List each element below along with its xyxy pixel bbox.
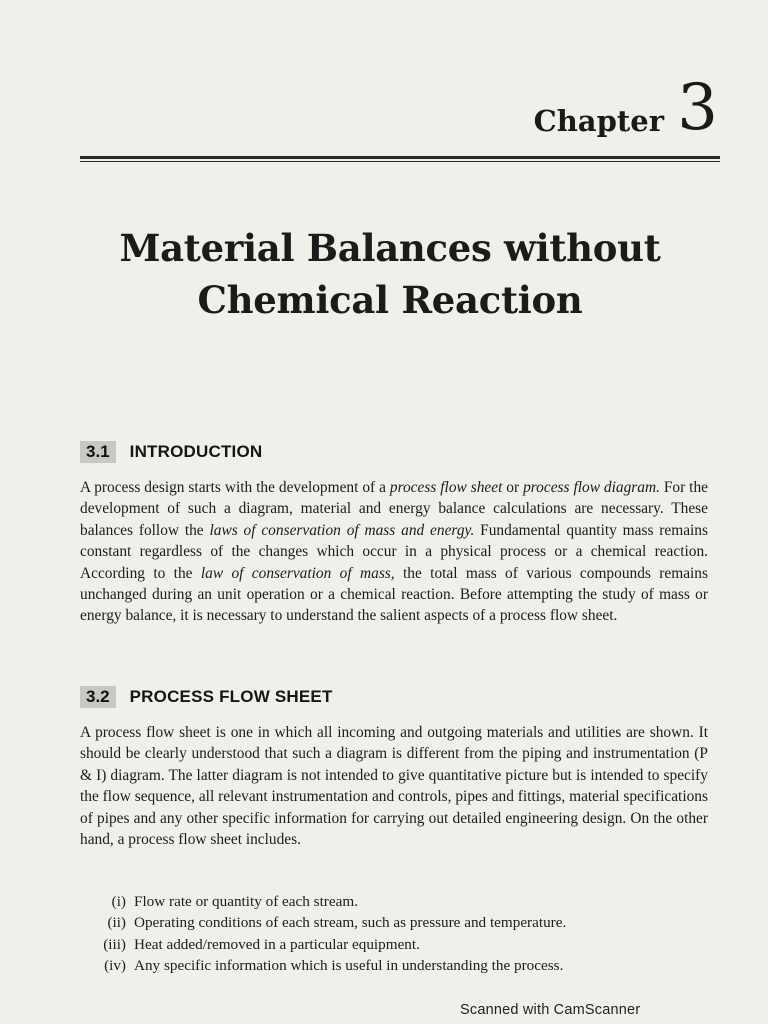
list-item-text: Heat added/removed in a particular equipment. [134,935,420,953]
italic-term: laws of conservation of mass and energy. [209,521,475,539]
text-run: Fundamental quantity mass remains constant regardless of the changes which occur in a physical process or a chemical reaction. According to the [80,521,708,582]
section-number: 3.1 [80,441,116,463]
list-marker: (iii) [103,935,126,953]
italic-term: process flow diagram. [523,479,660,496]
process-flow-sheet-paragraph [80,722,708,850]
list-item-text: Operating conditions of each stream, such as pressure and temperature. [134,914,567,932]
list-marker: (ii) [107,914,126,932]
text-run: For the development of such a diagram, material and energy balance calculations are necessary. These balances follow the [80,479,708,539]
italic-term: process flow sheet [389,479,503,496]
section-heading-introduction [80,440,262,464]
text-run: A process design starts with the development of a [80,479,390,496]
list-item-text: Any specific information which is useful in understanding the process. [134,957,564,975]
scanner-watermark: Scanned with CamScanner [460,1002,641,1018]
list-marker: (i) [111,893,126,910]
list-item [80,934,708,955]
list-item [80,891,708,912]
chapter-header [80,71,720,160]
list-marker: (iv) [104,957,126,975]
section-title: INTRODUCTION [129,442,263,461]
italic-term: law of conservation of mass, [200,564,395,582]
chapter-label: Chapter [533,104,664,138]
chapter-rule-divider [80,156,720,162]
text-run: the total mass of various compounds remains unchanged during an unit operation or a chemical reaction. Before attempting the study of mass or energy balance, it is necessary to understand the salient aspects of a process flow sheet. [80,564,708,625]
list-item-text: Flow rate or quantity of each stream. [134,893,358,910]
list-item [80,955,708,976]
section-heading-process-flow-sheet [80,685,333,709]
chapter-number: 3 [677,71,718,145]
list-item [80,912,708,933]
text-run: or [502,479,524,496]
chapter-title [60,222,720,326]
flow-sheet-contents-list [80,891,708,977]
introduction-paragraph [80,477,708,627]
section-title: PROCESS FLOW SHEET [129,687,333,706]
chapter-title-line-1: Material Balances without [119,226,661,270]
section-number: 3.2 [80,686,116,708]
text-run: A process flow sheet is one in which all incoming and outgoing materials and utilities are shown. It should be clearly understood that such a diagram is different from the piping and instrumentation (P & I) diagram. The latter diagram is not intended to give quantitative picture but is intended to specify the flow sequence, all relevant instrumentation and controls, pipes and fittings, material specifications of pipes and any other specific information for carrying out detailed engineering design. On the other hand, a process flow sheet includes. [80,724,708,849]
chapter-title-line-2: Chemical Reaction [197,278,583,322]
